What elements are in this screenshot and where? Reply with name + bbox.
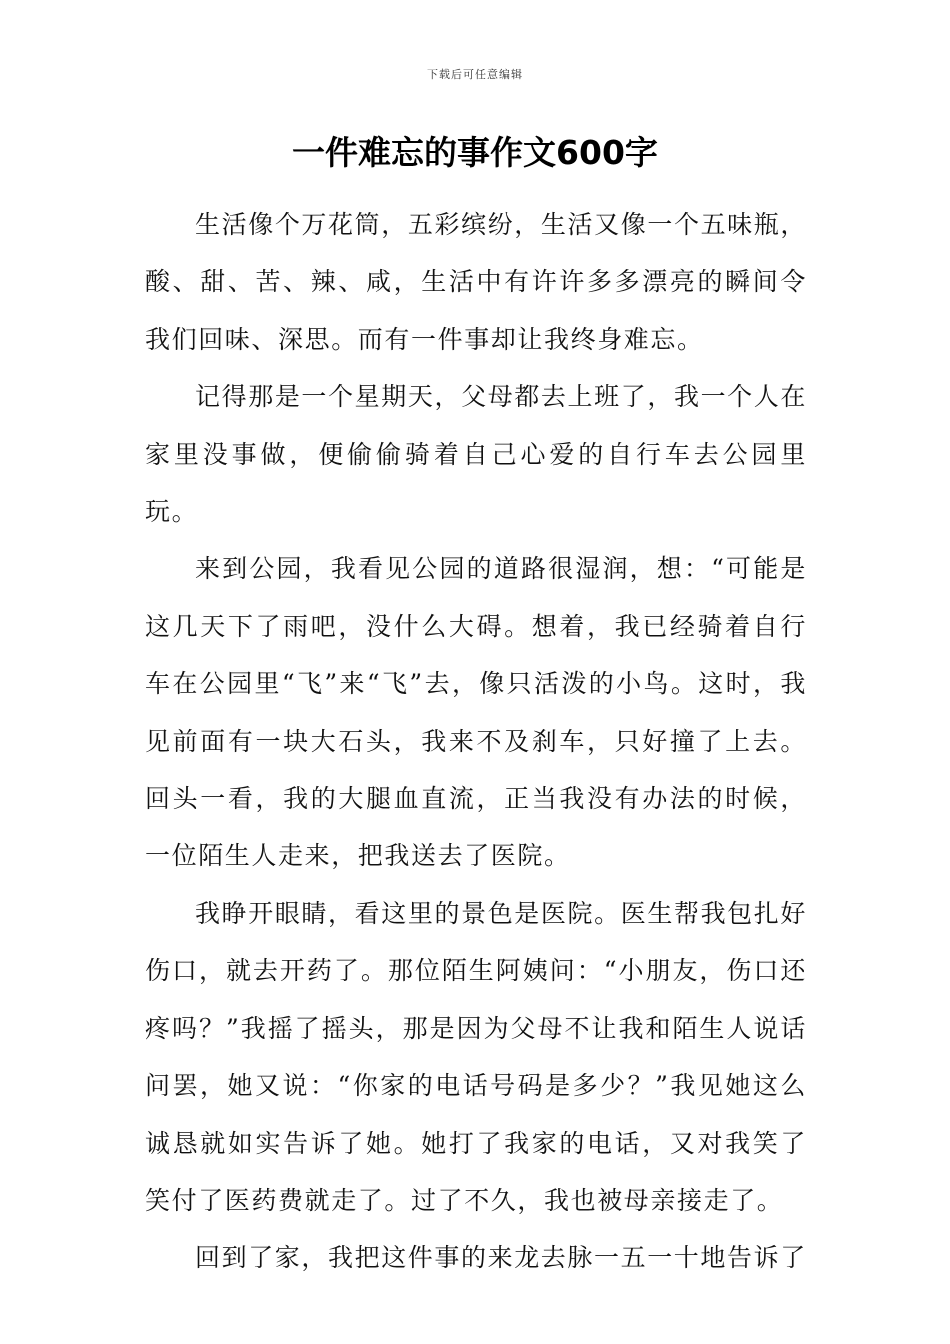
paragraph-1: 生活像个万花筒，五彩缤纷，生活又像一个五味瓶，酸、甜、苦、辣、咸，生活中有许许多多漂亮的瞬间令我们回味、深思。而有一件事却让我终身难忘。 <box>145 210 807 354</box>
paragraph-3: 来到公园，我看见公园的道路很湿润，想：“可能是这几天下了雨吧，没什么大碍。想着，我已经骑着自行车在公园里“飞”来“飞”去，像只活泼的小鸟。这时，我见前面有一块大石头，我来不及刹车，只好撞了上去。回头一看，我的大腿血直流，正当我没有办法的时候，一位陌生人走来，把我送去了医院。 <box>145 554 807 871</box>
paragraph-2: 记得那是一个星期天，父母都去上班了，我一个人在家里没事做，便偷偷骑着自己心爱的自行车去公园里玩。 <box>145 382 807 527</box>
document-body <box>145 196 807 1287</box>
document-title: 一件难忘的事作文600字 <box>292 133 658 172</box>
header-note: 下载后可任意编辑 <box>427 68 523 81</box>
paragraph-4: 我睁开眼睛，看这里的景色是医院。医生帮我包扎好伤口，就去开药了。那位陌生阿姨问：“小朋友，伤口还疼吗？”我摇了摇头，那是因为父母不让我和陌生人说话问罢，她又说：“你家的电话号码是多少？”我见她这么诚恳就如实告诉了她。她打了我家的电话，又对我笑了笑付了医药费就走了。过了不久，我也被母亲接走了。 <box>145 898 807 1215</box>
paragraph-5: 回到了家，我把这件事的来龙去脉一五一十地告诉了 <box>195 1243 807 1273</box>
